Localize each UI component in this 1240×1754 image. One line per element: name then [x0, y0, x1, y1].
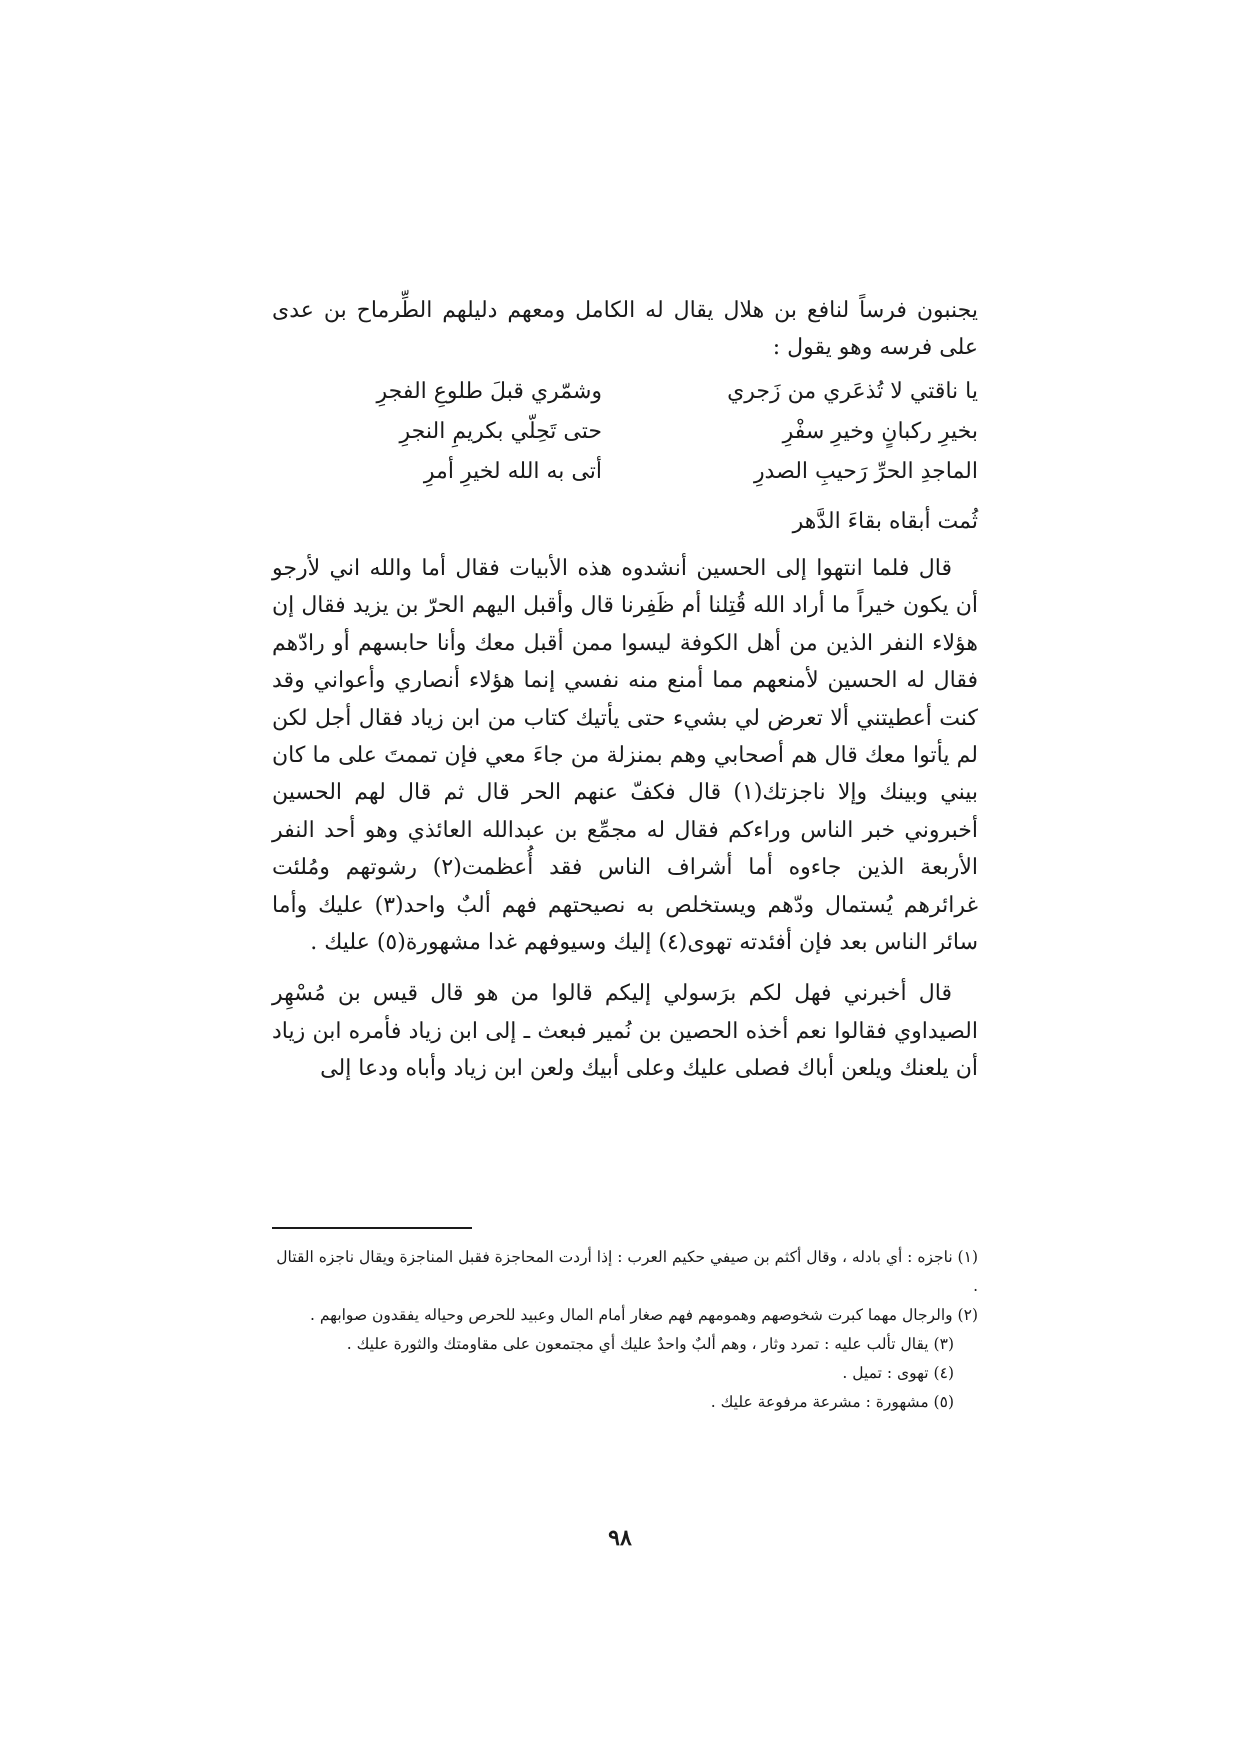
footnote-divider — [272, 1227, 472, 1229]
poem-closing-line: ثُمت أبقاه بقاءَ الدَّهر — [792, 509, 978, 534]
verse-first-hemistich: يا ناقتي لا تُذعَري من زَجري — [727, 379, 978, 404]
footnote: (٥) مشهورة : مشرعة مرفوعة عليك . — [710, 1393, 954, 1411]
page-number: ٩٨ — [608, 1525, 632, 1551]
body-paragraph: قال فلما انتهوا إلى الحسين أنشدوه هذه الأبيات فقال أما والله اني لأرجو أن يكون خيراً ما أراد الله قُتِلنا أم ظَفِرنا قال وأقبل اليهم الحرّ بن يزيد فقال إن هؤلاء النفر الذين من أهل الكوفة ليسوا ممن أقبل معك وأنا حابسهم أو رادّهم فقال له الحسين لأمنعهم مما أمنع منه نفسي إنما هؤلاء أنصاري وأعواني وقد كنت أعطيتني ألا تعرض لي بشيء حتى يأتيك كتاب من ابن زياد فقال أجل لكن لم يأتوا معك قال هم أصحابي وهم بمنزلة من جاءَ معي فإن تممتَ على ما كان بيني وبينك وإلا ناجزتك(١) قال فكفّ عنهم الحر قال ثم قال لهم الحسين أخبروني خبر الناس وراءكم فقال له مجمِّع بن عبدالله العائذي وهو أحد النفر الأربعة الذين جاءوه أما أشراف الناس فقد أُعظمت(٢) رشوتهم ومُلئت غرائرهم يُستمال ودّهم ويستخلص به نصيحتهم فهم ألبٌ واحد(٣) عليك وأما سائر الناس بعد فإن أفئدته تهوى(٤) إليك وسيوفهم غدا مشهورة(٥) عليك . — [272, 556, 978, 956]
verse-second-hemistich: أتى به الله لخيرِ أمرِ — [423, 459, 602, 484]
footnote: (٤) تهوى : تميل . — [842, 1364, 954, 1382]
poem-verse — [272, 372, 978, 412]
body-paragraph: قال أخبرني فهل لكم برَسولي إليكم قالوا من هو قال قيس بن مُسْهِر الصيداوي فقالوا نعم أخذه الحصين بن نُمير فبعث ـ إلى ابن زياد فأمره ابن زياد أن يلعنك ويلعن أباك فصلى عليك وعلى أبيك ولعن ابن زياد وأباه ودعا إلى — [272, 981, 978, 1082]
poem-verse — [272, 452, 978, 492]
poem — [272, 372, 978, 542]
verse-second-hemistich: حتى تَحِلّي بكريمِ النجرِ — [399, 419, 602, 444]
verse-first-hemistich: الماجدِ الحرِّ رَحيبِ الصدرِ — [753, 459, 978, 484]
poem-verse — [272, 412, 978, 452]
footnote: (٢) والرجال مهما كبرت شخوصهم وهمومهم فهم صغار أمام المال وعبيد للحرص وحياله يفقدون صوابهم . — [310, 1306, 978, 1324]
verse-first-hemistich: بخيرِ ركبانٍ وخيرِ سفْرِ — [782, 419, 978, 444]
verse-second-hemistich: وشمّري قبلَ طلوعِ الفجرِ — [376, 379, 602, 404]
footnote: (١) ناجزه : أي بادله ، وقال أكثم بن صيفي حكيم العرب : إذا أردت المحاجزة فقبل المناجزة ويقال ناجزه القتال . — [276, 1248, 978, 1295]
intro-paragraph: يجنبون فرساً لنافع بن هلال يقال له الكامل ومعهم دليلهم الطِّرماح بن عدى على فرسه وهو يقول : — [272, 298, 978, 360]
main-text — [272, 292, 978, 1088]
footnote: (٣) يقال تألب عليه : تمرد وثار ، وهم ألبٌ واحدٌ عليك أي مجتمعون على مقاومتك والثورة عليك . — [346, 1335, 954, 1353]
footnotes — [272, 1243, 978, 1417]
